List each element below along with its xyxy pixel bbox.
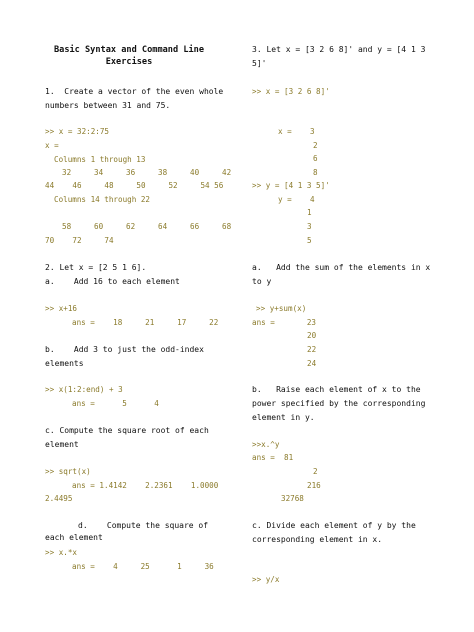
code-output-3a-3: 22 (307, 345, 317, 354)
code-output-row-3: 58 60 62 64 66 68 (62, 222, 232, 231)
code-output-3-x4: 8 (313, 168, 318, 177)
code-output-3a: ans = 23 (252, 318, 317, 327)
question-3-line1: 3. Let x = [3 2 6 8]' and y = [4 1 3 (252, 45, 426, 54)
code-cmd-2a: >> x+16 (45, 304, 78, 313)
code-cmd-3-y: >> y = [4 1 3 5]' (252, 181, 330, 190)
question-2d-line2: each element (45, 533, 103, 542)
question-2b-line1: b. Add 3 to just the odd-index (45, 345, 204, 354)
code-cmd-3c: >> y/x (252, 575, 280, 584)
code-output-3-x2: 2 (313, 141, 318, 150)
question-3a-line2: to y (252, 277, 272, 286)
question-3b-line3: element in y. (252, 413, 315, 422)
code-output-row-2: 44 46 48 50 52 54 56 (45, 181, 224, 190)
code-output-columns-2: Columns 14 through 22 (54, 195, 151, 204)
question-1-line1: 1. Create a vector of the even whole (45, 87, 224, 96)
question-3b-line1: b. Raise each element of x to the (252, 385, 421, 394)
code-output-2c-cont: 2.4495 (45, 494, 73, 503)
question-3c-line1: c. Divide each element of y by the (252, 521, 416, 530)
question-2d-line1: d. Compute the square of (78, 521, 209, 530)
code-cmd-1: >> x = 32:2:75 (45, 127, 110, 136)
code-output-3b: ans = 81 (252, 453, 294, 462)
code-output-x-label: x = (45, 141, 59, 150)
question-3b-line2: power specified by the corresponding (252, 399, 426, 408)
code-cmd-3a: >> y+sum(x) (256, 304, 307, 313)
code-output-3-y: y = 4 (278, 195, 315, 204)
question-3c-line2: corresponding element in x. (252, 535, 383, 544)
code-cmd-2d: >> x.*x (45, 548, 78, 557)
question-3-line2: 5]' (252, 59, 267, 68)
code-output-3-x3: 6 (313, 154, 318, 163)
question-2c-line2: element (45, 440, 79, 449)
question-2b-line2: elements (45, 359, 84, 368)
code-output-3b-2: 2 (313, 467, 318, 476)
code-output-row-1: 32 34 36 38 40 42 (62, 168, 232, 177)
page-title-line2: Exercises (105, 57, 153, 67)
code-cmd-3-x: >> x = [3 2 6 8]' (252, 87, 330, 96)
code-output-3a-2: 20 (307, 331, 317, 340)
question-2a: a. Add 16 to each element (45, 277, 180, 286)
code-output-3a-4: 24 (307, 359, 317, 368)
code-output-2a: ans = 18 21 17 22 (72, 318, 219, 327)
question-1-line2: numbers between 31 and 75. (45, 101, 171, 110)
question-2: 2. Let x = [2 5 1 6]. (45, 263, 147, 272)
code-output-3-y3: 3 (307, 222, 312, 231)
code-output-2b: ans = 5 4 (72, 399, 159, 408)
code-output-3b-4: 32768 (281, 494, 304, 503)
code-cmd-2b: >> x(1:2:end) + 3 (45, 385, 123, 394)
code-output-3-x: x = 3 (278, 127, 315, 136)
code-output-columns-1: Columns 1 through 13 (54, 155, 146, 164)
code-output-2d: ans = 4 25 1 36 (72, 562, 214, 571)
question-3a-line1: a. Add the sum of the elements in x (252, 263, 431, 272)
code-output-3-y2: 1 (307, 208, 312, 217)
code-output-2c: ans = 1.4142 2.2361 1.0000 (72, 481, 219, 490)
code-output-3-y4: 5 (307, 236, 312, 245)
question-2c-line1: c. Compute the square root of each (45, 426, 209, 435)
code-cmd-3b: >>x.^y (252, 440, 280, 449)
code-output-3b-3: 216 (307, 481, 321, 490)
code-cmd-2c: >> sqrt(x) (45, 467, 91, 476)
page-title-line1: Basic Syntax and Command Line (53, 45, 205, 55)
code-output-row-4: 70 72 74 (45, 236, 114, 245)
